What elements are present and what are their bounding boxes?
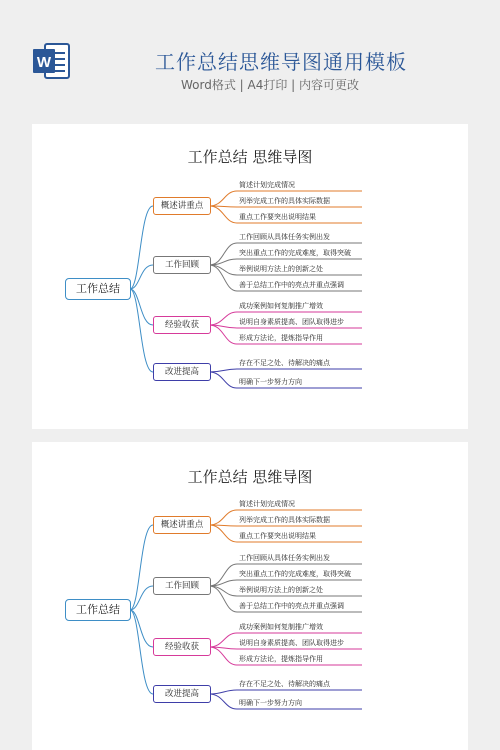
leaf-text: 存在不足之处、待解决的痛点	[239, 359, 330, 367]
leaf-text: 善于总结工作中的亮点并重点强调	[239, 602, 344, 610]
leaf-text: 突出重点工作的完成难度，取得突破	[239, 249, 351, 257]
leaf-text: 说明自身素质提高、团队取得进步	[239, 639, 344, 647]
mindmap-title: 工作总结 思维导图	[187, 148, 313, 166]
branch-node-review: 工作回顾	[153, 256, 211, 274]
leaf-text: 重点工作要突出说明结果	[239, 213, 316, 221]
leaf-text: 成功案例如何复制推广增效	[239, 623, 323, 631]
leaf-text: 说明自身素质提高、团队取得进步	[239, 318, 344, 326]
branch-node-review: 工作回顾	[153, 577, 211, 595]
leaf-text: 工作回顾从具体任务实例出发	[239, 554, 330, 562]
document-page-preview[interactable]	[32, 442, 468, 750]
leaf-text: 存在不足之处、待解决的痛点	[239, 680, 330, 688]
branch-node-overview: 概述讲重点	[153, 516, 211, 534]
leaf-text: 成功案例如何复制推广增效	[239, 302, 323, 310]
document-page-preview[interactable]	[32, 124, 468, 429]
leaf-text: 善于总结工作中的亮点并重点强调	[239, 281, 344, 289]
leaf-text: 突出重点工作的完成难度，取得突破	[239, 570, 351, 578]
leaf-text: 简述计划完成情况	[239, 181, 295, 189]
branch-node-experience: 经验收获	[153, 638, 211, 656]
branch-node-improve: 改进提高	[153, 363, 211, 381]
mindmap-title: 工作总结 思维导图	[187, 468, 313, 486]
page-subtitle: Word格式 | A4打印 | 内容可更改	[181, 78, 360, 92]
leaf-text: 工作回顾从具体任务实例出发	[239, 233, 330, 241]
leaf-text: 举例说明方法上的创新之处	[239, 265, 323, 273]
leaf-text: 举例说明方法上的创新之处	[239, 586, 323, 594]
leaf-text: 重点工作要突出说明结果	[239, 532, 316, 540]
branch-node-experience: 经验收获	[153, 316, 211, 334]
root-node: 工作总结	[65, 599, 131, 621]
header	[0, 0, 500, 108]
branch-node-improve: 改进提高	[153, 685, 211, 703]
leaf-text: 列举完成工作的具体实际数据	[239, 516, 330, 524]
leaf-text: 形成方法论，提炼指导作用	[239, 334, 323, 342]
leaf-text: 列举完成工作的具体实际数据	[239, 197, 330, 205]
branch-node-overview: 概述讲重点	[153, 197, 211, 215]
word-doc-icon	[31, 41, 75, 81]
leaf-text: 明确下一步努力方向	[239, 699, 302, 707]
root-node: 工作总结	[65, 278, 131, 300]
svg-text:W: W	[36, 54, 52, 71]
leaf-text: 形成方法论，提炼指导作用	[239, 655, 323, 663]
leaf-text: 简述计划完成情况	[239, 500, 295, 508]
leaf-text: 明确下一步努力方向	[239, 378, 302, 386]
page-title: 工作总结思维导图通用模板	[155, 50, 407, 74]
